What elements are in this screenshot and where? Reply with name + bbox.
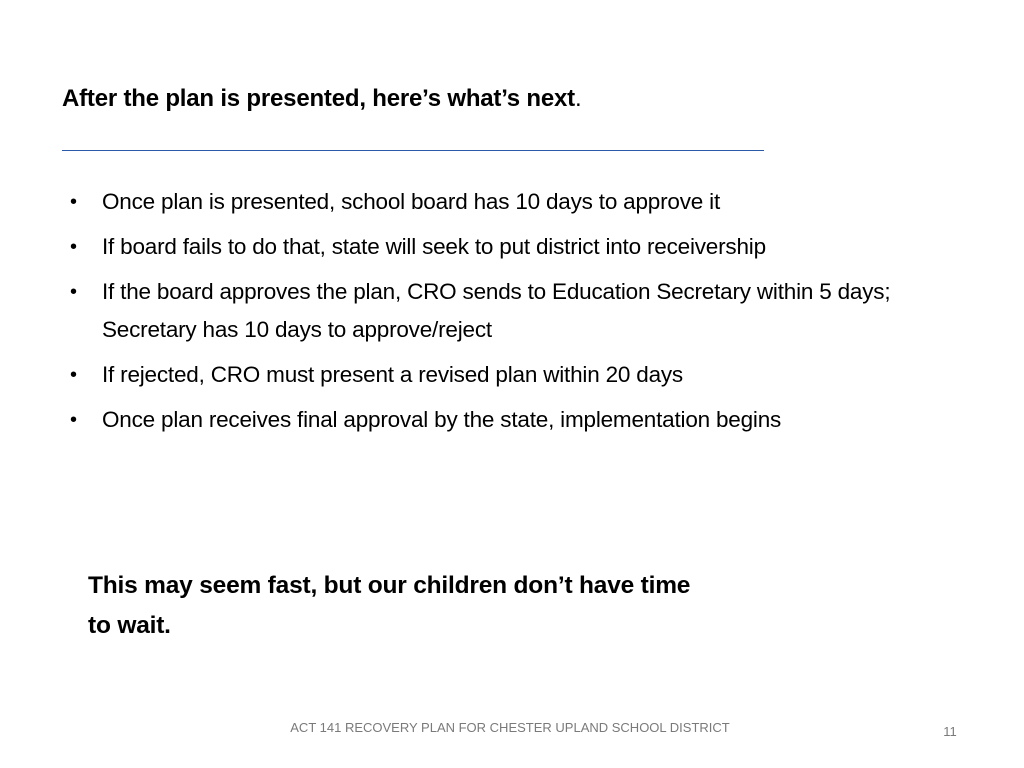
bullet-dot-icon: • [70, 191, 77, 213]
bullet-item [68, 273, 948, 349]
bullet-text: If board fails to do that, state will seek to put district into receivership [102, 234, 766, 259]
bullet-text: Once plan is presented, school board has 10 days to approve it [102, 189, 720, 214]
page-number: 11 [943, 724, 957, 739]
slide-title-text: After the plan is presented, here’s what’s next [62, 85, 575, 112]
bullet-item [68, 356, 948, 394]
bullet-item [68, 401, 948, 439]
bullet-text: Once plan receives final approval by the state, implementation begins [102, 407, 782, 432]
bullet-text: If the board approves the plan, CRO sends to Education Secretary within 5 days; Secretary has 10 days to approve/reject [102, 279, 891, 342]
bullet-dot-icon: • [70, 281, 77, 303]
title-underline-rule [62, 150, 764, 151]
bullet-dot-icon: • [70, 409, 77, 431]
bullet-list [68, 183, 948, 446]
closing-statement [88, 566, 868, 646]
bullet-text: If rejected, CRO must present a revised plan within 20 days [102, 362, 683, 387]
bullet-item [68, 228, 948, 266]
bullet-dot-icon: • [70, 364, 77, 386]
closing-line-1: This may seem fast, but our children don’t have time [88, 572, 691, 599]
bullet-dot-icon: • [70, 236, 77, 258]
slide-title [62, 82, 822, 116]
closing-line-2: to wait. [88, 612, 171, 639]
bullet-item [68, 183, 948, 221]
slide-footer: ACT 141 RECOVERY PLAN FOR CHESTER UPLAND SCHOOL DISTRICT [290, 720, 730, 735]
slide-title-period: . [574, 85, 582, 112]
